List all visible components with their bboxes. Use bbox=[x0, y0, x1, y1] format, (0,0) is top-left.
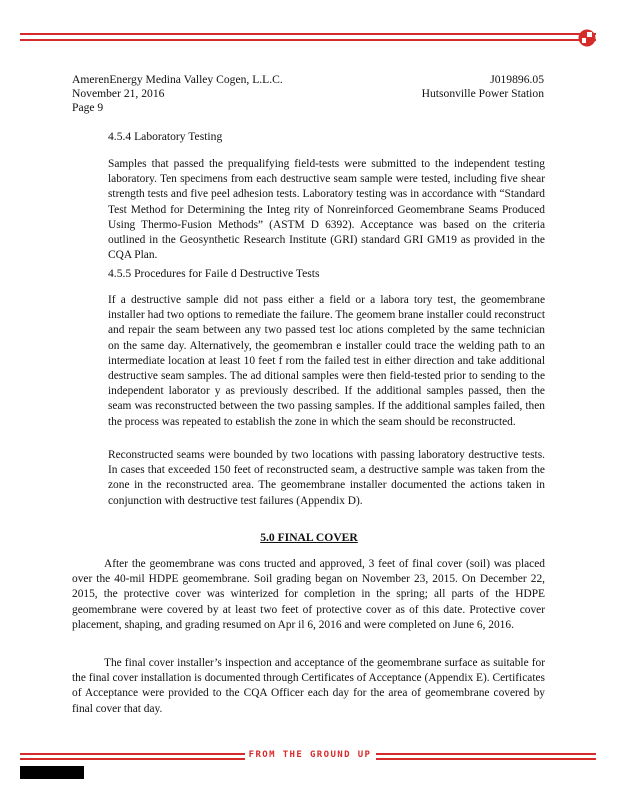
paragraph-final-cover-acceptance: The final cover installer’s inspection and acceptance of the geomembrane surface as suitable for the final cover installation is documented through Certificates of Acceptance (Appendix E). Certificates of Acceptance were provided to the CQA Officer each day for the area of geomembrane covered by final cover that day. bbox=[72, 657, 545, 715]
paragraph-reconstructed-seams: Reconstructed seams were bounded by two locations with passing laboratory destructive tests. In cases that exceeded 150 feet of reconstructed seam, a destructive sample was taken from the zone in the reconstructed area. The geomembrane installer documented the actions taken in conjunction with destructive test failures (Appendix D). bbox=[108, 449, 545, 507]
footer-rule-left-bottom bbox=[20, 758, 245, 760]
header-rule-top bbox=[20, 33, 596, 35]
section-heading-failed-destructive-tests: 4.5.5 Procedures for Faile d Destructive Tests bbox=[108, 267, 320, 280]
footer-rule-right-bottom bbox=[376, 758, 596, 760]
redaction-block bbox=[20, 766, 84, 779]
paragraph-failed-tests-options: If a destructive sample did not pass either a field or a labora tory test, the geomembrane installer had two options to remediate the failure. The geomem brane installer could reconstruct and repair the seam between any two passed test loc ations completed by the same technician on the same day. Alternatively, the geomembran e installer could trace the welding path to an intermediate location at least 10 feet f rom the failed test in either direction and take additional destructive seam samples. The ad ditional samples were then field-tested prior to sending to the independent laborator y as previously described. If the additional samples passed, then the seam was reconstructed between the two passing samples. If the additional samples failed, then the process was repeated to establish the zone in which the seam should be reconstructed. bbox=[108, 294, 545, 428]
company-logo-icon bbox=[578, 29, 596, 47]
header-project-number: J019896.05 bbox=[490, 73, 544, 86]
header-date: November 21, 2016 bbox=[72, 87, 165, 100]
header-site-name: Hutsonville Power Station bbox=[421, 87, 544, 100]
footer-rule-right-top bbox=[376, 753, 596, 755]
section-heading-laboratory-testing: 4.5.4 Laboratory Testing bbox=[108, 130, 223, 143]
section-title-final-cover: 5.0 FINAL COVER bbox=[260, 531, 358, 544]
header-rule-bottom bbox=[20, 39, 596, 41]
paragraph-final-cover-placement: After the geomembrane was cons tructed and approved, 3 feet of final cover (soil) was placed over the 40-mil HDPE geomembrane. Soil grading began on November 23, 2015. On December 22, 2015, the protective cover was winterized for completion in the spring; all parts of the HDPE geomembrane were covered by at least two feet of protective cover as of this date. Protective cover placement, shaping, and grading resumed on Apr il 6, 2016 and were completed on June 6, 2016. bbox=[72, 558, 545, 631]
footer-tagline: FROM THE GROUND UP bbox=[248, 750, 372, 760]
header-page-number: Page 9 bbox=[72, 101, 104, 114]
footer-rule-left-top bbox=[20, 753, 245, 755]
header-company: AmerenEnergy Medina Valley Cogen, L.L.C. bbox=[72, 73, 283, 86]
paragraph-laboratory-testing: Samples that passed the prequalifying field-tests were submitted to the independent testing laboratory. Ten specimens from each destructive seam sample were tested, including five shear strength tests and five peel adhesion tests. Laboratory testing was in accordance with “Standard Test Method for Determining the Integ rity of Nonreinforced Geomembrane Seams Produced Using Thermo-Fusion Methods” (ASTM D 6392). Acceptance was based on the criteria outlined in the Geosynthetic Research Institute (GRI) standard GRI GM19 as provided in the CQA Plan. bbox=[108, 158, 545, 262]
